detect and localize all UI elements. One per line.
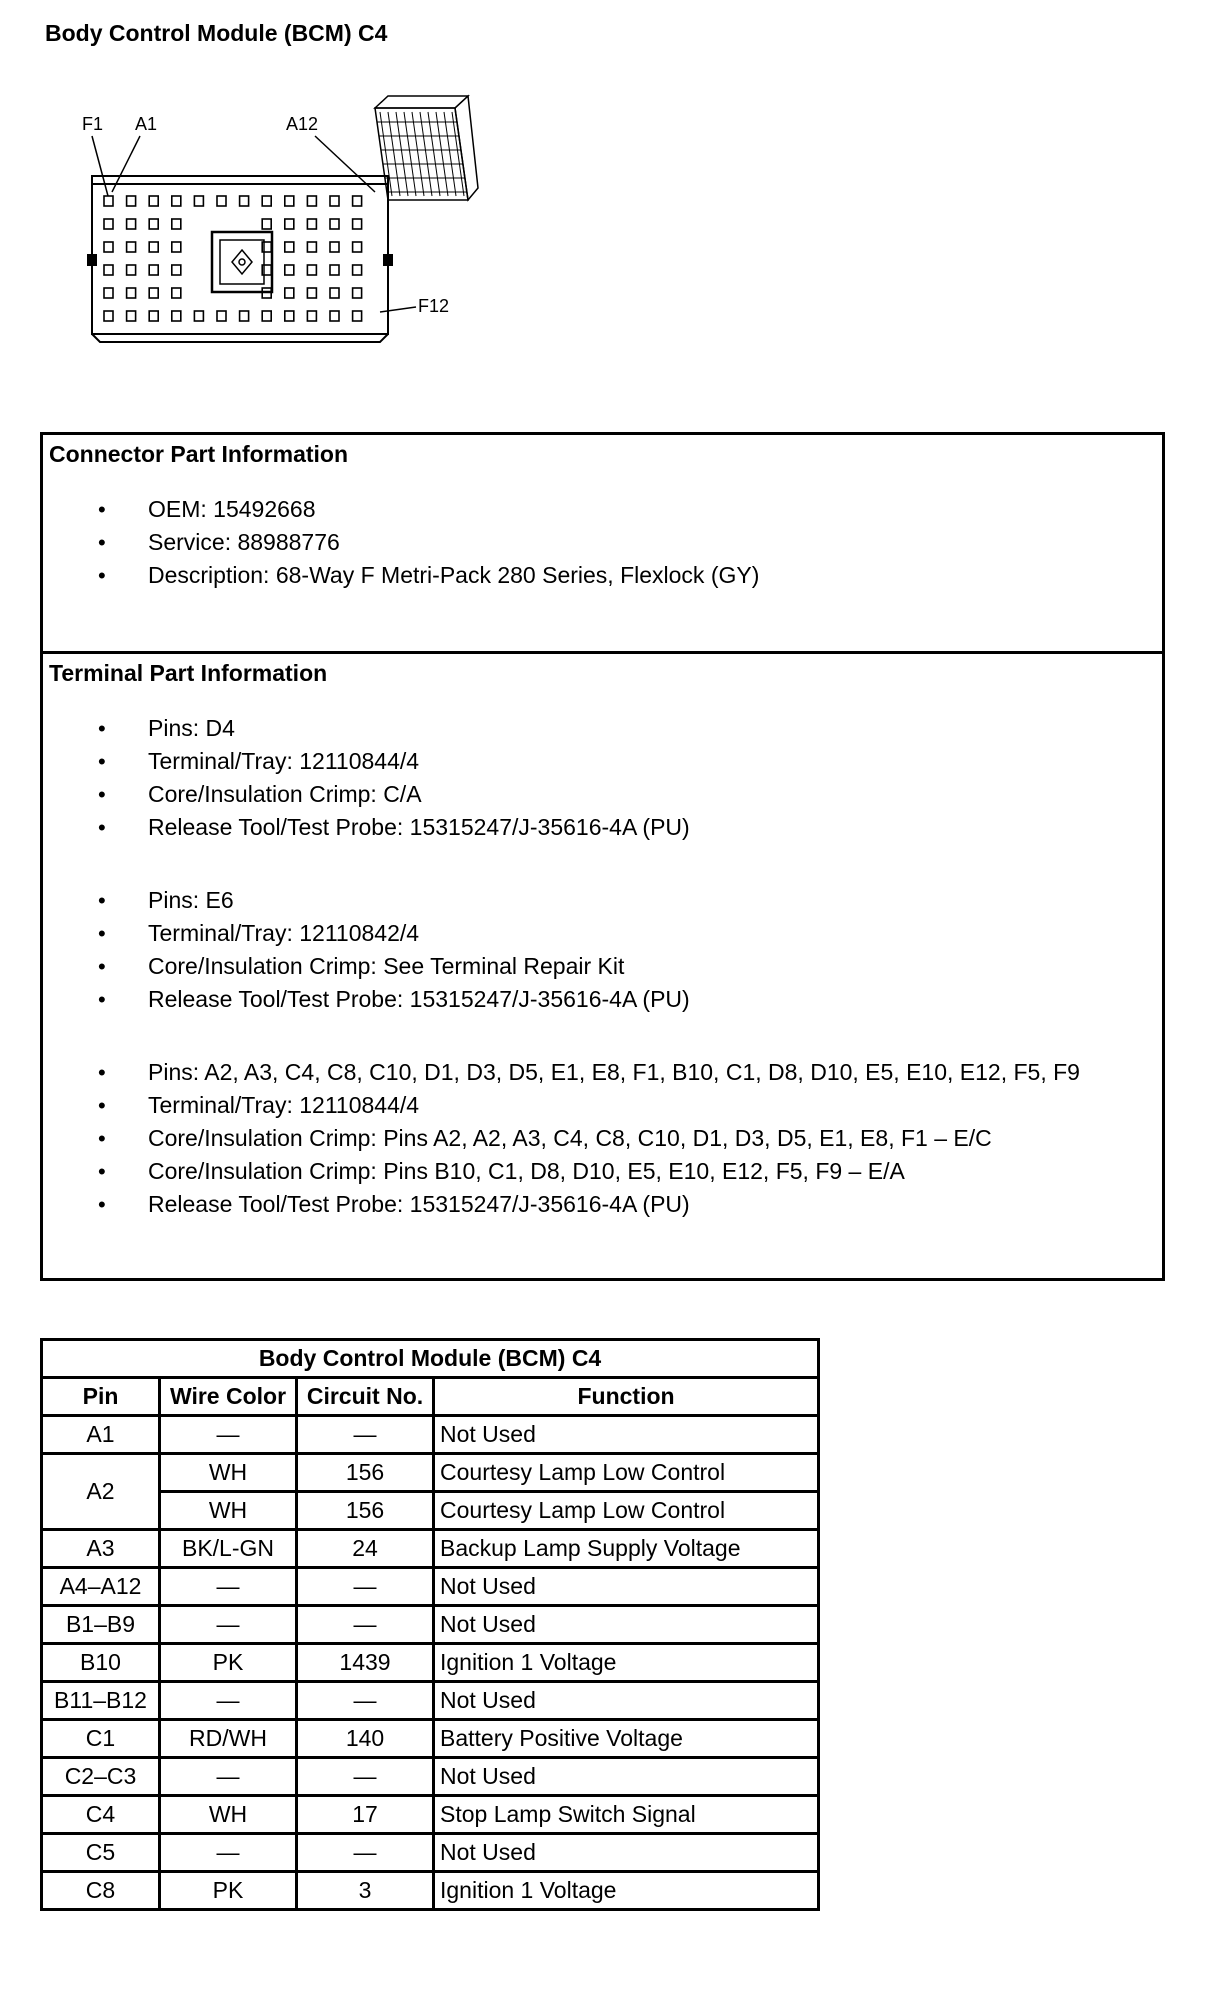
list-item: • Terminal/Tray: 12110844/4 [43,1089,1080,1122]
cell-circuit: — [297,1758,434,1796]
cell-circuit: 156 [297,1454,434,1492]
cell-function: Backup Lamp Supply Voltage [434,1530,819,1568]
cell-function: Not Used [434,1834,819,1872]
center-boss [212,232,272,292]
cell-circuit: 17 [297,1796,434,1834]
pin-cavity [285,219,294,229]
table-row [42,1606,819,1644]
cell-wire: — [160,1416,297,1454]
table-row [42,1720,819,1758]
pin-cavity [285,196,294,206]
pin-cavity [104,219,113,229]
connector-info-list [43,493,759,592]
pin-cavity [353,265,362,275]
connector-lip [92,176,388,184]
pin-cavity [307,265,316,275]
table-row [42,1644,819,1682]
pin-cavity [172,196,181,206]
terminal-group-2 [43,884,690,1016]
terminal-group-3 [43,1056,1080,1221]
cell-circuit: 140 [297,1720,434,1758]
cell-function: Not Used [434,1568,819,1606]
pin-cavity [330,288,339,298]
pin-cavity [262,219,271,229]
cell-pin: C4 [42,1796,160,1834]
pin-cavity [330,219,339,229]
center-diamond [232,250,252,274]
list-item: • Pins: A2, A3, C4, C8, C10, D1, D3, D5, E1, E8, F1, B10, C1, D8, D10, E5, E10, E12, F5, F9 [43,1056,1080,1089]
pin-cavity [127,196,136,206]
list-item: • Core/Insulation Crimp: C/A [43,778,690,811]
pin-cavity [172,242,181,252]
cell-function: Battery Positive Voltage [434,1720,819,1758]
table-row [42,1796,819,1834]
table-caption: Body Control Module (BCM) C4 [42,1340,819,1378]
table-row [42,1568,819,1606]
pin-cavity [127,311,136,321]
cell-function: Ignition 1 Voltage [434,1872,819,1910]
cell-circuit: — [297,1568,434,1606]
pin-cavity [330,242,339,252]
list-item: • Description: 68-Way F Metri-Pack 280 Series, Flexlock (GY) [43,559,759,592]
list-item: • Terminal/Tray: 12110844/4 [43,745,690,778]
cell-wire: BK/L-GN [160,1530,297,1568]
cell-wire: — [160,1834,297,1872]
pin-cavity [330,196,339,206]
list-item: • OEM: 15492668 [43,493,759,526]
terminal-group-1 [43,712,690,844]
col-header-circuit: Circuit No. [297,1378,434,1416]
list-item: • Release Tool/Test Probe: 15315247/J-35616-4A (PU) [43,983,690,1016]
leader-f1 [92,136,108,196]
cell-function: Stop Lamp Switch Signal [434,1796,819,1834]
pin-cavity [353,196,362,206]
table-row [42,1454,819,1492]
center-bolt [239,259,245,265]
connector-diagram [0,0,520,360]
cell-function: Courtesy Lamp Low Control [434,1492,819,1530]
list-item: • Release Tool/Test Probe: 15315247/J-35616-4A (PU) [43,1188,1080,1221]
pin-cavity [262,196,271,206]
pin-cavity [104,196,113,206]
cell-pin: A4–A12 [42,1568,160,1606]
cell-pin: B10 [42,1644,160,1682]
cell-pin: A1 [42,1416,160,1454]
pin-cavity [330,311,339,321]
label-a12: A12 [286,114,319,134]
pin-cavity [149,311,158,321]
cell-circuit: 3 [297,1872,434,1910]
pin-cavity [172,288,181,298]
terminal-info-heading: Terminal Part Information [49,660,328,686]
cell-pin: C2–C3 [42,1758,160,1796]
pin-cavity [127,242,136,252]
side-latch [384,255,392,265]
connector-base [92,334,388,342]
table-row [42,1682,819,1720]
pin-cavity [240,196,249,206]
cell-wire: WH [160,1796,297,1834]
cell-wire: WH [160,1454,297,1492]
cell-pin: C8 [42,1872,160,1910]
cell-function: Not Used [434,1758,819,1796]
pin-cavity [307,288,316,298]
pin-cavity [217,196,226,206]
terminal-part-info [40,651,1165,1281]
pin-cavity [104,288,113,298]
cell-pin: C5 [42,1834,160,1872]
pin-cavity [172,219,181,229]
pin-cavity [194,311,203,321]
pin-cavity [353,219,362,229]
cell-circuit: 1439 [297,1644,434,1682]
cell-wire: PK [160,1644,297,1682]
pin-cavity [104,265,113,275]
pin-cavity [149,219,158,229]
connector-face [88,176,392,342]
list-item: • Service: 88988776 [43,526,759,559]
table-row [42,1834,819,1872]
list-item: • Core/Insulation Crimp: Pins B10, C1, D8, D10, E5, E10, E12, F5, F9 – E/A [43,1155,1080,1188]
cell-pin: A3 [42,1530,160,1568]
cell-wire: PK [160,1872,297,1910]
pin-cavity [240,311,249,321]
pin-cavity [149,288,158,298]
connector-3d-icon [375,96,478,200]
list-item: • Core/Insulation Crimp: Pins A2, A2, A3, C4, C8, C10, D1, D3, D5, E1, E8, F1 – E/C [43,1122,1080,1155]
table-row [42,1416,819,1454]
pin-cavity [307,311,316,321]
cell-circuit: — [297,1416,434,1454]
cell-circuit: — [297,1606,434,1644]
cell-wire: — [160,1682,297,1720]
pin-cavity [285,311,294,321]
cell-pin: B1–B9 [42,1606,160,1644]
pin-cavity [285,288,294,298]
table-row [42,1758,819,1796]
cell-function: Ignition 1 Voltage [434,1644,819,1682]
cell-circuit: — [297,1682,434,1720]
cell-function: Courtesy Lamp Low Control [434,1454,819,1492]
pin-cavity [285,242,294,252]
cell-circuit: 24 [297,1530,434,1568]
table-row [42,1530,819,1568]
pin-cavity [127,288,136,298]
page-title: Body Control Module (BCM) C4 [45,20,388,46]
connector-part-info [40,432,1165,654]
cell-pin: A2 [42,1454,160,1530]
list-item: • Pins: D4 [43,712,690,745]
cell-function: Not Used [434,1682,819,1720]
pin-table [40,1338,820,1911]
pin-cavity [307,219,316,229]
col-header-pin: Pin [42,1378,160,1416]
cell-wire: — [160,1758,297,1796]
center-boss-inner [220,240,264,284]
pin-cavity [353,242,362,252]
list-item: • Terminal/Tray: 12110842/4 [43,917,690,950]
cell-pin: B11–B12 [42,1682,160,1720]
pin-cavity [307,242,316,252]
pin-cavity [149,196,158,206]
label-a1: A1 [135,114,158,134]
cell-wire: — [160,1568,297,1606]
pin-cavity [217,311,226,321]
pin-cavity [127,265,136,275]
label-f12: F12 [418,296,450,316]
cell-circuit: — [297,1834,434,1872]
pin-cavity [172,265,181,275]
pin-cavity [285,265,294,275]
cell-wire: WH [160,1492,297,1530]
list-item: • Release Tool/Test Probe: 15315247/J-35616-4A (PU) [43,811,690,844]
list-item: • Core/Insulation Crimp: See Terminal Repair Kit [43,950,690,983]
cell-wire: RD/WH [160,1720,297,1758]
pin-cavity [353,288,362,298]
pin-cavity [149,265,158,275]
cell-pin: C1 [42,1720,160,1758]
pin-cavity [127,219,136,229]
table-row [42,1872,819,1910]
pin-cavity [104,311,113,321]
leader-f12 [380,307,416,312]
pin-cavity [330,265,339,275]
pin-cavity [353,311,362,321]
connector-info-heading: Connector Part Information [49,441,349,467]
col-header-wire-color: Wire Color [160,1378,297,1416]
side-latch [88,255,96,265]
label-f1: F1 [82,114,104,134]
col-header-function: Function [434,1378,819,1416]
cell-circuit: 156 [297,1492,434,1530]
cell-function: Not Used [434,1606,819,1644]
pin-cavity [149,242,158,252]
pin-cavity [104,242,113,252]
pin-cavity [194,196,203,206]
cell-function: Not Used [434,1416,819,1454]
cell-wire: — [160,1606,297,1644]
pin-cavity [262,311,271,321]
pin-cavity [172,311,181,321]
pin-cavity [307,196,316,206]
list-item: • Pins: E6 [43,884,690,917]
